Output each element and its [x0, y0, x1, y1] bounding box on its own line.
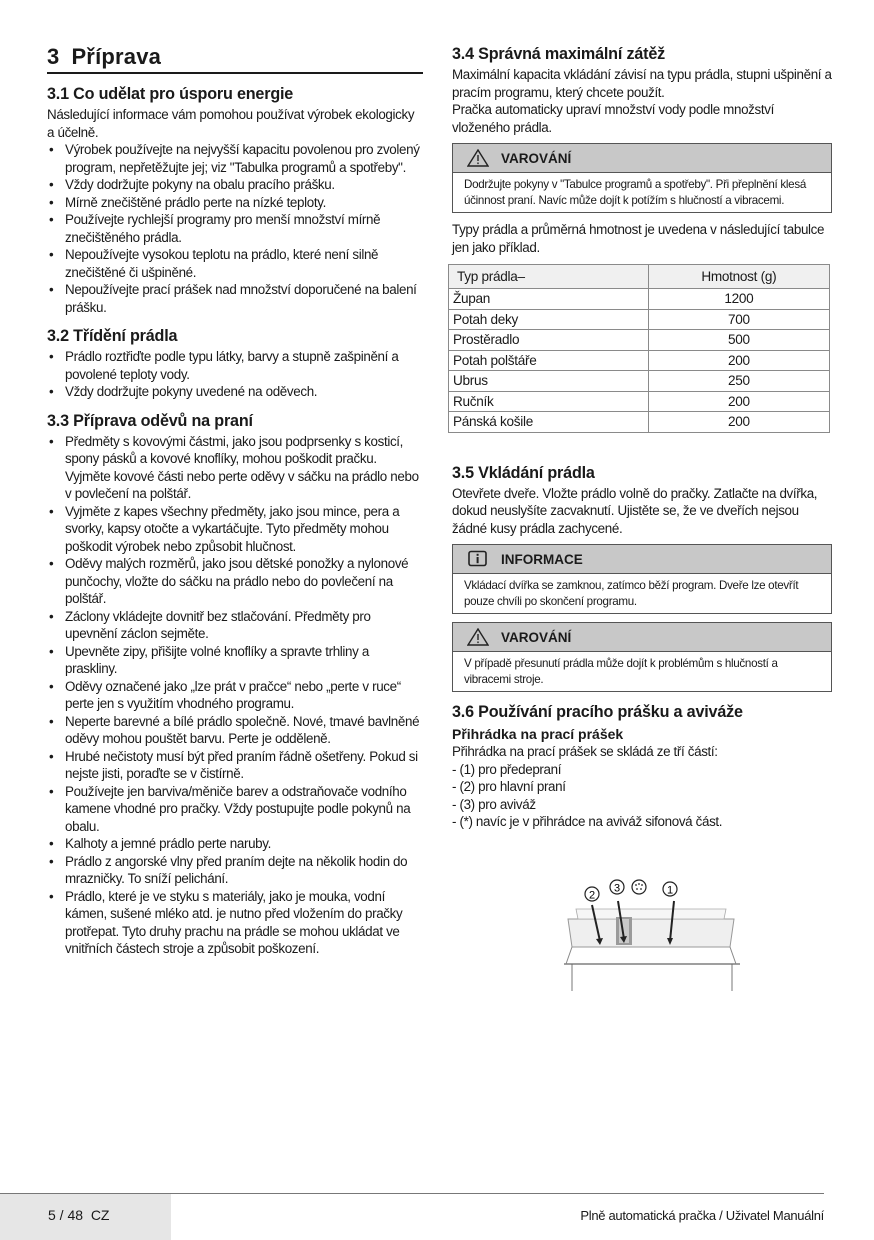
list-item: • Vždy dodržujte pokyny na obalu pracího prášku.: [47, 176, 423, 194]
section-3-1-list: [47, 141, 423, 316]
table-row: [449, 289, 830, 310]
table-row: [449, 309, 830, 330]
list-item: • Nepoužívejte prací prášek nad množství doporučené na balení prášku.: [47, 281, 423, 316]
page-number: [48, 1207, 109, 1223]
list-item: • Používejte rychlejší programy pro menší množství mírně znečištěného prádla.: [47, 211, 423, 246]
manual-title: Plně automatická pračka / Uživatel Manuální: [580, 1208, 824, 1223]
warning-triangle-icon: [467, 628, 489, 646]
compartment-line: - (*) navíc je v přihrádce na aviváž sifonová část.: [452, 814, 723, 829]
table-cell: 200: [648, 391, 829, 412]
warning-text: Dodržujte pokyny v "Tabulce programů a spotřeby". Při přeplnění klesá účinnost praní. Navíc může dojít k potížím s hlučností a vibracemi.: [464, 178, 806, 207]
info-header: [453, 545, 831, 574]
warning-header-2: [453, 623, 831, 652]
chapter-title: Příprava: [71, 44, 162, 69]
list-item: • Upevněte zipy, přišijte volné knoflíky a spravte trhliny a praskliny.: [47, 643, 423, 678]
section-3-4-para-2: Pračka automaticky upraví množství vody podle množství vloženého prádla.: [452, 102, 774, 135]
section-3-6-subtitle: Přihrádka na prací prášek: [452, 726, 624, 742]
table-cell: 1200: [648, 289, 829, 310]
column-header: Hmotnost (g): [648, 265, 829, 289]
table-row: [449, 391, 830, 412]
table-cell: Prostěradlo: [449, 330, 649, 351]
section-3-2-list: [47, 348, 423, 401]
laundry-weight-table: [448, 264, 830, 433]
warning-triangle-icon: [467, 149, 489, 167]
list-item: • Vyjměte z kapes všechny předměty, jako jsou mince, pera a svorky, kapsy otočte a vykartáčujte. Tyto předměty mohou poškodit výrobek nebo způsobit hlučnost.: [47, 503, 423, 556]
page-count: 5 / 48: [48, 1207, 84, 1223]
chapter-heading: [47, 44, 423, 74]
section-3-2-title: 3.2 Třídění prádla: [47, 326, 178, 345]
list-item: • Vždy dodržujte pokyny uvedené na oděvech.: [47, 383, 423, 401]
table-row: [449, 371, 830, 392]
info-label: INFORMACE: [501, 551, 583, 567]
table-cell: 500: [648, 330, 829, 351]
table-row: [449, 330, 830, 351]
compartment-line: - (1) pro předepraní: [452, 761, 562, 777]
table-cell: 200: [648, 350, 829, 371]
table-cell: Ručník: [449, 391, 649, 412]
table-cell: Potah polštáře: [449, 350, 649, 371]
left-column: [47, 44, 423, 958]
figure-label-3: 3: [613, 882, 621, 894]
table-cell: Župan: [449, 289, 649, 310]
section-3-1-intro: Následující informace vám pomohou používat výrobek ekologicky a účelně.: [47, 107, 415, 140]
list-item: • Hrubé nečistoty musí být před praním řádně ošetřeny. Pokud si nejste jisti, poraďte se v čistírně.: [47, 748, 423, 783]
list-item: • Prádlo z angorské vlny před praním dejte na několik hodin do mrazničky. To sníží pelichání.: [47, 853, 423, 888]
section-3-5-title: 3.5 Vkládání prádla: [452, 462, 595, 482]
warning-header: [453, 144, 831, 173]
table-cell: 200: [648, 412, 829, 433]
warning-text-2: V případě přesunutí prádla může dojít k problémům s hlučností a vibracemi stroje.: [464, 657, 778, 686]
table-row: [449, 350, 830, 371]
table-cell: Potah deky: [449, 309, 649, 330]
table-cell: 250: [648, 371, 829, 392]
list-item: • Nepoužívejte vysokou teplotu na prádlo, které není silně znečištěné či ušpiněné.: [47, 246, 423, 281]
section-3-6-intro: Přihrádka na prací prášek se skládá ze tří částí:: [452, 744, 718, 759]
section-3-1-title: 3.1 Co udělat pro úsporu energie: [47, 84, 294, 103]
language-code: CZ: [90, 1207, 110, 1223]
chapter-number: 3: [47, 44, 60, 69]
column-header: Typ prádla–: [449, 265, 649, 289]
list-item: • Záclony vkládejte dovnitř bez stlačování. Předměty pro upevnění záclon sejměte.: [47, 608, 423, 643]
info-text: Vkládací dvířka se zamknou, zatímco běží program. Dveře lze otevřít pouze chvíli po skončení programu.: [464, 579, 799, 608]
list-item: • Předměty s kovovými částmi, jako jsou podprsenky s kosticí, spony pásků a kovové knoflíky, mohou poškodit pračku. Vyjměte kovové části nebo perte oděvy v sáčku na prádlo nebo v povlečení na polštář.: [47, 433, 423, 503]
info-icon: [467, 550, 489, 568]
section-3-4-para-3: Typy prádla a průměrná hmotnost je uvedena v následující tabulce jen jako příklad.: [452, 222, 825, 255]
table-cell: Pánská košile: [449, 412, 649, 433]
table-cell: 700: [648, 309, 829, 330]
compartment-line: - (3) pro aviváž: [452, 796, 536, 812]
list-item: • Prádlo roztřiďte podle typu látky, barvy a stupně zašpinění a povolené teploty vody.: [47, 348, 423, 383]
warning-box-2: [452, 622, 832, 692]
right-column: [452, 44, 832, 999]
compartment-line: - (2) pro hlavní praní: [452, 779, 566, 794]
detergent-drawer-illustration: [562, 869, 742, 999]
section-3-6-title: 3.6 Používání pracího prášku a aviváže: [452, 702, 743, 721]
list-item: • Kalhoty a jemné prádlo perte naruby.: [47, 835, 423, 853]
figure-label-2: 2: [588, 889, 596, 901]
list-item: • Mírně znečištěné prádlo perte na nízké teploty.: [47, 194, 423, 212]
figure-label-1: 1: [666, 884, 674, 896]
warning-label-2: VAROVÁNÍ: [501, 629, 572, 645]
table-header-row: [449, 265, 830, 289]
list-item: • Neperte barevné a bílé prádlo společně. Nové, tmavé bavlněné oděvy mohou pouštět barvu. Perte je odděleně.: [47, 713, 423, 748]
warning-label: VAROVÁNÍ: [501, 150, 572, 166]
warning-box: [452, 143, 832, 213]
page-footer: [0, 1193, 874, 1240]
info-box: [452, 544, 832, 614]
list-item: • Prádlo, které je ve styku s materiály, jako je mouka, vodní kámen, sušené mléko atd. je nutno před vložením do pračky protřepat. Tyto druhy prachu na prádle se mohou ukládat ve vnitřních částech stroje a způsobit poškození.: [47, 888, 423, 958]
section-3-4-title: 3.4 Správná maximální zátěž: [452, 44, 666, 63]
section-3-3-title: 3.3 Příprava oděvů na praní: [47, 410, 253, 430]
section-3-5-para: Otevřete dveře. Vložte prádlo volně do pračky. Zatlačte na dvířka, dokud neuslyšíte zacvaknutí. Ujistěte se, že ve dveřích nejsou žádné kusy prádla zachycené.: [452, 485, 818, 536]
list-item: • Používejte jen barviva/měniče barev a odstraňovače vodního kamene vhodné pro pračky. Vždy postupujte podle pokynů na obalu.: [47, 783, 423, 836]
table-cell: Ubrus: [449, 371, 649, 392]
list-item: • Oděvy označené jako „lze prát v pračce“ nebo „perte v ruce“ perte jen s využitím vhodného programu.: [47, 678, 423, 713]
table-row: [449, 412, 830, 433]
section-3-4-para-1: Maximální kapacita vkládání závisí na typu prádla, stupni ušpinění a pracím programu, který chcete použít.: [452, 67, 832, 100]
list-item: • Výrobek používejte na nejvyšší kapacitu povolenou pro zvolený program, nepřetěžujte jej; viz "Tabulka programů a spotřeby".: [47, 141, 423, 176]
list-item: • Oděvy malých rozměrů, jako jsou dětské ponožky a nylonové punčochy, vložte do sáčku na prádlo nebo do povlečení na polštář.: [47, 555, 423, 608]
section-3-3-list: [47, 433, 423, 958]
